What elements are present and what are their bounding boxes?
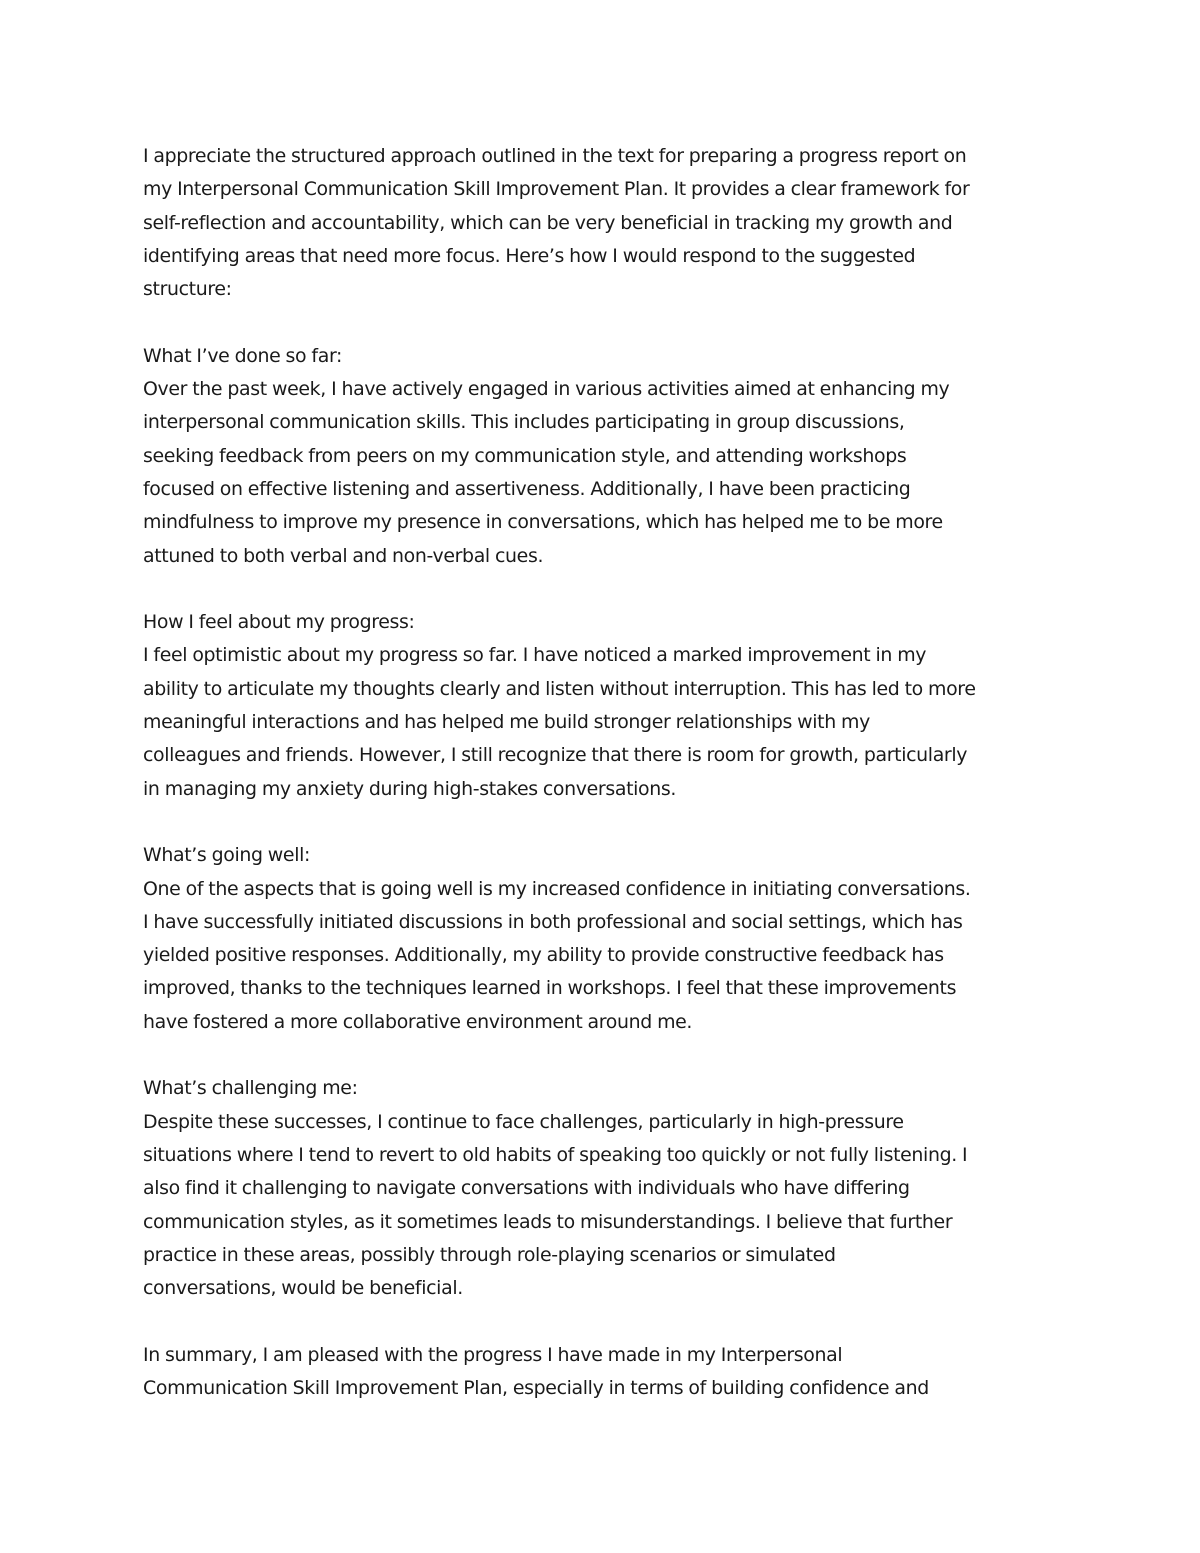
section-heading: What’s challenging me: xyxy=(143,1077,358,1100)
text-line: ability to articulate my thoughts clearly and listen without interruption. This has led to more xyxy=(143,677,976,700)
text-line: meaningful interactions and has helped me build stronger relationships with my xyxy=(143,711,870,734)
text-line: colleagues and friends. However, I still recognize that there is room for growth, particularly xyxy=(143,744,968,767)
text-line: I have successfully initiated discussions in both professional and social settings, which has xyxy=(143,910,963,933)
section-heading: What’s going well: xyxy=(143,844,311,867)
text-line: One of the aspects that is going well is my increased confidence in initiating conversations. xyxy=(143,877,971,900)
paragraph-spacer xyxy=(143,306,1083,339)
text-line: Despite these successes, I continue to face challenges, particularly in high-pressure xyxy=(143,1110,904,1133)
text-line: my Interpersonal Communication Skill Improvement Plan. It provides a clear framework for xyxy=(143,178,970,201)
text-line: I appreciate the structured approach outlined in the text for preparing a progress report on xyxy=(143,145,967,167)
going-well-section xyxy=(143,839,1083,1039)
text-line: yielded positive responses. Additionally, my ability to provide constructive feedback has xyxy=(143,944,944,967)
text-line: communication styles, as it sometimes leads to misunderstandings. I believe that further xyxy=(143,1210,953,1233)
text-line: structure: xyxy=(143,278,232,301)
summary-paragraph xyxy=(143,1339,1083,1406)
text-line: I feel optimistic about my progress so far. I have noticed a marked improvement in my xyxy=(143,644,927,667)
text-line: Communication Skill Improvement Plan, especially in terms of building confidence and xyxy=(143,1376,929,1399)
paragraph-spacer xyxy=(143,806,1083,839)
text-line: focused on effective listening and assertiveness. Additionally, I have been practicing xyxy=(143,477,911,500)
text-line: have fostered a more collaborative environment around me. xyxy=(143,1010,693,1033)
text-line: also find it challenging to navigate conversations with individuals who have differing xyxy=(143,1177,910,1200)
section-heading: What I’ve done so far: xyxy=(143,344,343,367)
text-line: seeking feedback from peers on my communication style, and attending workshops xyxy=(143,444,907,467)
text-line: self-reflection and accountability, which can be very beneficial in tracking my growth and xyxy=(143,211,953,234)
challenges-section xyxy=(143,1072,1083,1305)
paragraph-spacer xyxy=(143,573,1083,606)
text-line: interpersonal communication skills. This includes participating in group discussions, xyxy=(143,411,905,434)
text-line: attuned to both verbal and non-verbal cues. xyxy=(143,544,544,567)
text-line: conversations, would be beneficial. xyxy=(143,1277,463,1300)
document-page xyxy=(143,140,1083,1405)
paragraph-spacer xyxy=(143,1305,1083,1338)
text-line: practice in these areas, possibly through role-playing scenarios or simulated xyxy=(143,1243,836,1266)
done-so-far-section xyxy=(143,340,1083,573)
text-line: mindfulness to improve my presence in conversations, which has helped me to be more xyxy=(143,511,943,534)
text-line: Over the past week, I have actively engaged in various activities aimed at enhancing my xyxy=(143,378,950,401)
intro-paragraph xyxy=(143,140,1083,306)
text-line: in managing my anxiety during high-stakes conversations. xyxy=(143,777,677,800)
paragraph-spacer xyxy=(143,1039,1083,1072)
text-line: situations where I tend to revert to old habits of speaking too quickly or not fully listening. I xyxy=(143,1143,968,1166)
text-line: identifying areas that need more focus. Here’s how I would respond to the suggested xyxy=(143,244,916,267)
text-line: In summary, I am pleased with the progress I have made in my Interpersonal xyxy=(143,1343,843,1366)
text-line: improved, thanks to the techniques learned in workshops. I feel that these improvements xyxy=(143,977,957,1000)
section-heading: How I feel about my progress: xyxy=(143,611,415,634)
progress-feelings-section xyxy=(143,606,1083,806)
